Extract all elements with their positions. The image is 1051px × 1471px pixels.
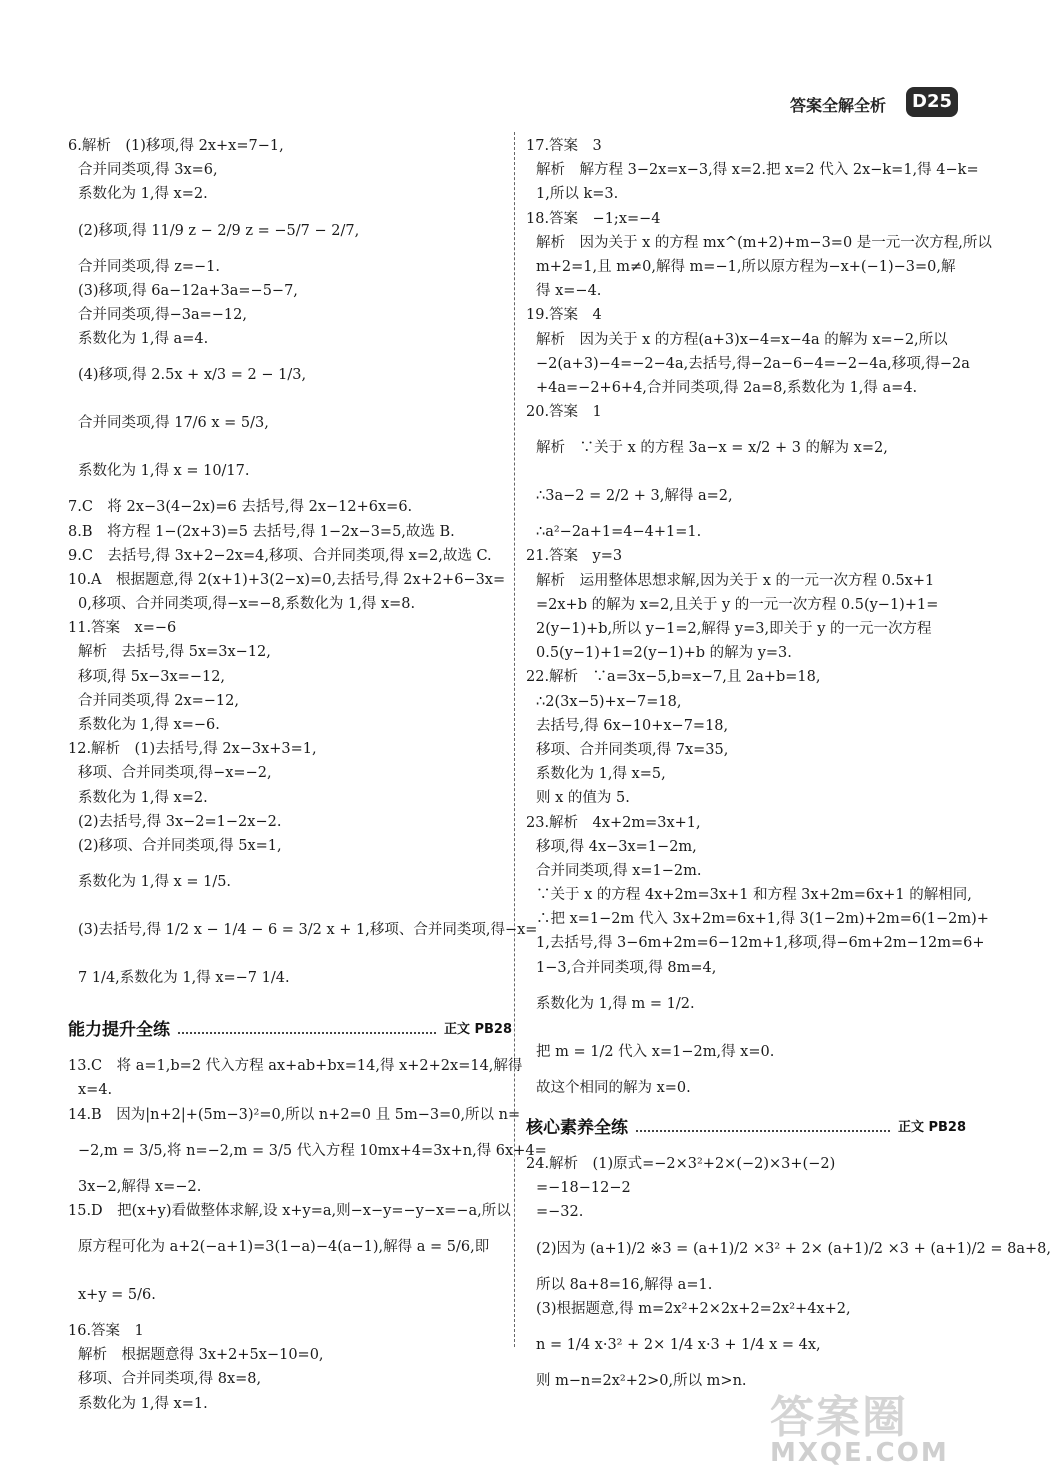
text-line: =2x+b 的解为 x=2,且关于 y 的一元一次方程 0.5(y−1)+1= [536, 596, 939, 613]
text-line: 移项、合并同类项,得−x=−2, [78, 765, 272, 782]
text-line: 合并同类项,得 2x=−12, [78, 692, 239, 709]
text-line: =−32. [536, 1204, 584, 1221]
text-line: 8.B 将方程 1−(2x+3)=5 去括号,得 1−2x−3=5,故选 B. [68, 523, 455, 540]
text-line: −2,m = 3/5,将 n=−2,m = 3/5 代入方程 10mx+4=3x+n,得 6x+4= [78, 1142, 547, 1159]
text-line: 20.答案 1 [526, 404, 602, 421]
text-line: 1,所以 k=3. [536, 186, 619, 203]
text-line: 3x−2,解得 x=−2. [78, 1178, 202, 1195]
text-line: 13.C 将 a=1,b=2 代入方程 ax+ab+bx=14,得 x+2+2x=14,解得 [68, 1058, 523, 1075]
text-line: 则 x 的值为 5. [536, 790, 630, 807]
text-line: 故这个相同的解为 x=0. [536, 1079, 691, 1096]
text-line: 移项、合并同类项,得 7x=35, [536, 741, 729, 758]
text-line: 10.A 根据题意,得 2(x+1)+3(2−x)=0,去括号,得 2x+2+6−3x= [68, 571, 506, 588]
text-line: 系数化为 1,得 x = 10/17. [78, 463, 250, 480]
text-line: 系数化为 1,得 x = 1/5. [78, 874, 232, 891]
dotted-leader [178, 1031, 436, 1034]
text-line: 16.答案 1 [68, 1323, 144, 1340]
text-line: (3)移项,得 6a−12a+3a=−5−7, [78, 282, 298, 299]
text-line: 得 x=−4. [536, 283, 602, 300]
text-line: (2)移项、合并同类项,得 5x=1, [78, 837, 282, 854]
text-line: 移项,得 5x−3x=−12, [78, 668, 226, 685]
text-line: 解析 因为关于 x 的方程(a+3)x−4=x−4a 的解为 x=−2,所以 [536, 331, 948, 348]
text-line: 18.答案 −1;x=−4 [526, 210, 661, 227]
dotted-leader [636, 1129, 890, 1132]
text-line: 系数化为 1,得 x=2. [78, 186, 208, 203]
section-header-ability [68, 1010, 512, 1050]
text-line: 2(y−1)+b,所以 y−1=2,解得 y=3,即关于 y 的一元一次方程 [536, 621, 932, 637]
text-line: ∵关于 x 的方程 4x+2m=3x+1 和方程 3x+2m=6x+1 的解相同, [536, 887, 972, 904]
text-line: 1−3,合并同类项,得 8m=4, [536, 959, 717, 976]
page-number-badge: D25 [906, 87, 958, 117]
text-line: n = 1/4 x·3² + 2× 1/4 x·3 + 1/4 x = 4x, [536, 1336, 821, 1353]
text-line: 6.解析 (1)移项,得 2x+x=7−1, [68, 138, 284, 154]
text-line: 解析 ∵关于 x 的方程 3a−x = x/2 + 3 的解为 x=2, [536, 440, 888, 457]
text-line: (4)移项,得 2.5x + x/3 = 2 − 1/3, [78, 367, 307, 384]
left-column [68, 134, 547, 1416]
text-line: 12.解析 (1)去括号,得 2x−3x+3=1, [68, 741, 317, 758]
section-ref: 正文 PB28 [443, 1022, 512, 1038]
text-line: ∴2(3x−5)+x−7=18, [536, 693, 682, 710]
text-line: 去括号,得 6x−10+x−7=18, [536, 717, 729, 734]
text-line: 移项,得 4x−3x=1−2m, [536, 838, 697, 855]
text-line: 24.解析 (1)原式=−2×3²+2×(−2)×3+(−2) [526, 1156, 836, 1172]
section-header-core [526, 1108, 966, 1148]
text-line: 合并同类项,得 z=−1. [78, 258, 220, 275]
text-line: 解析 解方程 3−2x=x−3,得 x=2.把 x=2 代入 2x−k=1,得 4−k= [536, 162, 979, 179]
text-line: −2(a+3)−4=−2−4a,去括号,得−2a−6−4=−2−4a,移项,得−2a [536, 355, 970, 372]
text-line: 系数化为 1,得 x=2. [78, 789, 208, 806]
text-line: 合并同类项,得 x=1−2m. [536, 862, 702, 879]
text-line: 0.5(y−1)+1=2(y−1)+b 的解为 y=3. [536, 645, 792, 662]
section-ref: 正文 PB28 [897, 1120, 966, 1135]
text-line: 系数化为 1,得 x=5, [536, 766, 666, 783]
text-line: ∴3a−2 = 2/2 + 3,解得 a=2, [536, 488, 733, 505]
text-line: 1,去括号,得 3−6m+2m=6−12m+1,移项,得−6m+2m−12m=6+ [536, 935, 985, 952]
text-line: 解析 因为关于 x 的方程 mx^(m+2)+m−3=0 是一元一次方程,所以 [536, 234, 992, 251]
text-line: 15.D 把(x+y)看做整体求解,设 x+y=a,则−x−y=−y−x=−a,所以 [68, 1202, 511, 1219]
header-title: 答案全解全析 [790, 96, 887, 115]
text-line: 0,移项、合并同类项,得−x=−8,系数化为 1,得 x=8. [78, 596, 416, 613]
text-line: 解析 运用整体思想求解,因为关于 x 的一元一次方程 0.5x+1 [536, 572, 935, 589]
watermark [770, 1392, 990, 1468]
text-line: 21.答案 y=3 [526, 548, 623, 565]
text-line: 系数化为 1,得 a=4. [78, 331, 209, 348]
text-line: 移项、合并同类项,得 8x=8, [78, 1371, 262, 1388]
text-line: ∴a²−2a+1=4−4+1=1. [536, 524, 702, 541]
text-line: 7 1/4,系数化为 1,得 x=−7 1/4. [78, 970, 290, 987]
section-title: 核心素养全练 [526, 1118, 628, 1138]
section-title: 能力提升全练 [68, 1020, 170, 1041]
text-line: ∴把 x=1−2m 代入 3x+2m=6x+1,得 3(1−2m)+2m=6(1−2m)+ [536, 911, 989, 928]
text-line: (3)去括号,得 1/2 x − 1/4 − 6 = 3/2 x + 1,移项、合并同类项,得−x= [78, 922, 538, 939]
text-line: 合并同类项,得 17/6 x = 5/3, [78, 415, 269, 432]
text-line: +4a=−2+6+4,合并同类项,得 2a=8,系数化为 1,得 a=4. [536, 379, 918, 396]
text-line: (2)移项,得 11/9 z − 2/9 z = −5/7 − 2/7, [78, 222, 360, 239]
text-line: 把 m = 1/2 代入 x=1−2m,得 x=0. [536, 1043, 775, 1060]
watermark-url: MXQE.COM [770, 1438, 949, 1468]
text-line: 14.B 因为|n+2|+(5m−3)²=0,所以 n+2=0 且 5m−3=0,所以 n= [68, 1106, 521, 1123]
text-line: 系数化为 1,得 m = 1/2. [536, 995, 695, 1012]
text-line: 9.C 去括号,得 3x+2−2x=4,移项、合并同类项,得 x=2,故选 C. [68, 547, 492, 564]
text-line: 解析 去括号,得 5x=3x−12, [78, 644, 271, 661]
text-line: x+y = 5/6. [78, 1287, 156, 1304]
text-line: 23.解析 4x+2m=3x+1, [526, 814, 701, 831]
text-line: 22.解析 ∵a=3x−5,b=x−7,且 2a+b=18, [526, 669, 821, 686]
text-line: 解析 根据题意得 3x+2+5x−10=0, [78, 1347, 324, 1364]
text-line: 17.答案 3 [526, 138, 602, 154]
text-line: 系数化为 1,得 x=−6. [78, 717, 220, 733]
text-line: m+2=1,且 m≠0,解得 m=−1,所以原方程为−x+(−1)−3=0,解 [536, 258, 956, 275]
text-line: x=4. [78, 1082, 113, 1099]
text-line: 原方程可化为 a+2(−a+1)=3(1−a)−4(a−1),解得 a = 5/6,即 [78, 1239, 490, 1256]
text-line: (2)因为 (a+1)/2 ※3 = (a+1)/2 ×3² + 2× (a+1)/2 ×3 + (a+1)/2 = 8a+8, [536, 1240, 1051, 1257]
text-line: (3)根据题意,得 m=2x²+2×2x+2=2x²+4x+2, [536, 1300, 851, 1317]
text-line: 系数化为 1,得 x=1. [78, 1395, 208, 1412]
text-line: 19.答案 4 [526, 307, 602, 324]
text-line: 所以 8a+8=16,解得 a=1. [536, 1276, 713, 1293]
text-line: 11.答案 x=−6 [68, 620, 177, 637]
text-line: (2)去括号,得 3x−2=1−2x−2. [78, 813, 282, 830]
text-line: =−18−12−2 [536, 1180, 631, 1197]
watermark-text: 答案圈 [770, 1392, 908, 1443]
text-line: 7.C 将 2x−3(4−2x)=6 去括号,得 2x−12+6x=6. [68, 499, 413, 516]
text-line: 合并同类项,得 3x=6, [78, 162, 218, 179]
right-column [526, 134, 1051, 1393]
text-line: 则 m−n=2x²+2>0,所以 m>n. [536, 1372, 747, 1389]
text-line: 合并同类项,得−3a=−12, [78, 306, 247, 323]
